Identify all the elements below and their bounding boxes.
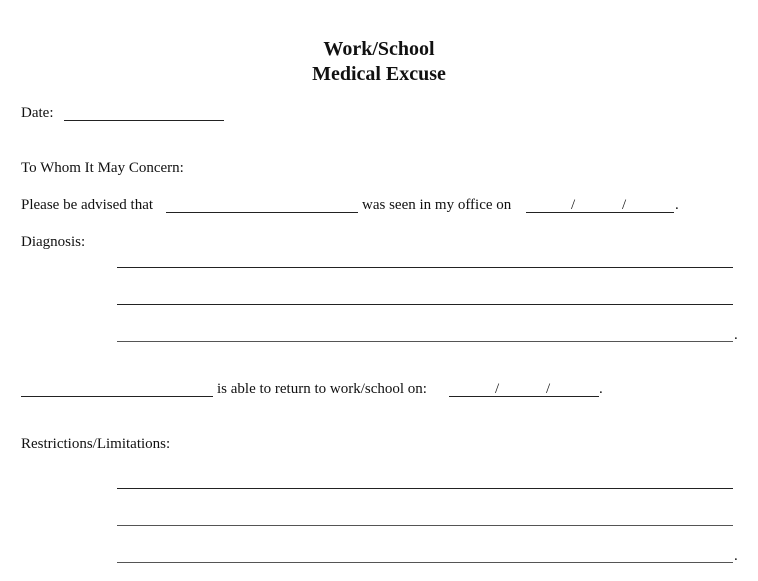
visit-date-slash-1: / — [571, 197, 576, 213]
visit-date-period: . — [675, 197, 679, 213]
return-date-slash-1: / — [495, 381, 500, 397]
salutation: To Whom It May Concern: — [21, 160, 184, 176]
advised-middle: was seen in my office on — [362, 197, 512, 213]
visit-date-slash-2: / — [622, 197, 627, 213]
advised-prefix: Please be advised that — [21, 197, 154, 213]
diagnosis-line-1[interactable] — [117, 267, 733, 268]
restrictions-period: . — [734, 548, 738, 564]
restrictions-line-1[interactable] — [117, 488, 733, 489]
return-date-slash-2: / — [546, 381, 551, 397]
return-date-blank[interactable] — [449, 396, 599, 397]
form-title-line1: Work/School — [323, 38, 435, 60]
diagnosis-period: . — [734, 327, 738, 343]
date-blank[interactable] — [64, 120, 224, 121]
form-title-line2: Medical Excuse — [312, 63, 446, 85]
diagnosis-line-3[interactable] — [117, 341, 733, 342]
patient-name-blank[interactable] — [166, 212, 358, 213]
restrictions-line-2[interactable] — [117, 525, 733, 526]
return-name-blank[interactable] — [21, 396, 213, 397]
diagnosis-label: Diagnosis: — [21, 234, 86, 250]
return-text: is able to return to work/school on: — [217, 381, 427, 397]
restrictions-line-3[interactable] — [117, 562, 733, 563]
diagnosis-line-2[interactable] — [117, 304, 733, 305]
date-label: Date: — [21, 105, 54, 121]
visit-date-blank[interactable] — [526, 212, 674, 213]
restrictions-label: Restrictions/Limitations: — [21, 436, 171, 452]
return-date-period: . — [599, 381, 603, 397]
